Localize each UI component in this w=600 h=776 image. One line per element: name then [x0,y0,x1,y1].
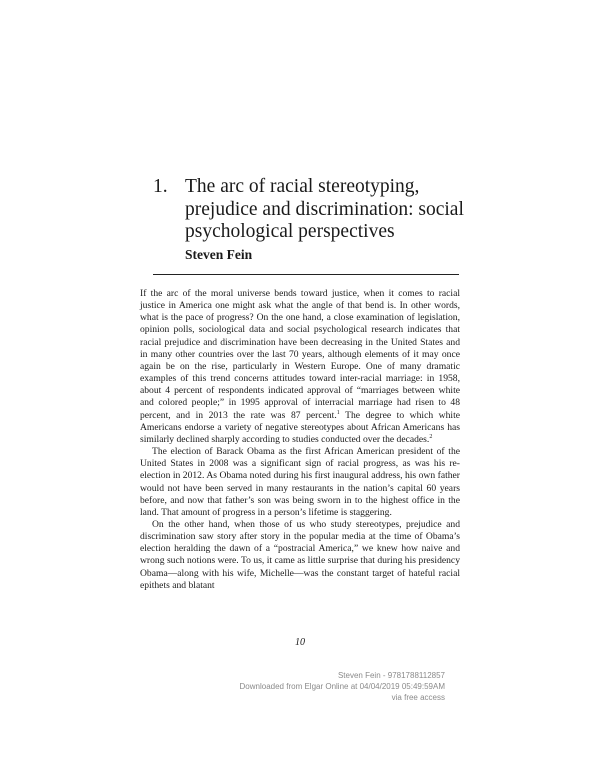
paragraph-1-text-continued: The degree to which white Americans endorse a variety of negative stereotypes about African Americans has similarly declined sharply according to studies conducted over the decades. [140,409,460,445]
paragraph-3: On the other hand, when those of us who study stereotypes, prejudice and discrimination saw story after story in the popular media at the time of Obama’s election heralding the dawn of a “postracial America,” we knew how naive and wrong such notions were. To us, it came as little surprise that during his presidency Obama—along with his wife, Michelle—was the constant target of hateful racial epithets and blatant [140,518,460,591]
author-name: Steven Fein [185,247,253,262]
footnote-ref-1: 1 [336,409,340,416]
footer-download-info: Downloaded from Elgar Online at 04/04/2019 05:49:59AM [239,682,445,691]
title-rule [153,274,459,275]
page-number: 10 [295,637,305,648]
paragraph-1-text: If the arc of the moral universe bends toward justice, when it comes to racial justice in America one might ask what the angle of that bend is. In other words, what is the pace of progress? On the one hand, a close examination of legislation, opinion polls, sociological data and social psychological research indicates that racial prejudice and discrimination have been decreasing in the United States and in many other countries over the last 70 years, although elements of it may once again be on the rise, particularly in Western Europe. One of many dramatic examples of this trend concerns attitudes toward inter-racial marriage: in 1958, about 4 percent of respondents indicated approval of “marriages between white and colored people;” in 1995 approval of interracial marriage had risen to 48 percent, and in 2013 the rate was 87 percent. [140,288,460,421]
footer-access: via free access [391,693,445,702]
chapter-title: The arc of racial stereotyping, prejudice and discrimination: social psychological perspectives [185,176,464,242]
footer-citation: Steven Fein - 9781788112857 [337,671,445,680]
footnote-ref-2: 2 [429,433,433,440]
body-text [140,288,460,592]
paragraph-1 [140,288,460,446]
chapter-number: 1. [153,176,168,197]
paragraph-2: The election of Barack Obama as the first African American president of the United States in 2008 was a significant sign of racial progress, as was his re-election in 2012. As Obama noted during his first inaugural address, his own father would not have been served in many restaurants in the nation’s capital 60 years before, and now that father’s son was being sworn in to the highest office in the land. That amount of progress in a person’s lifetime is staggering. [140,446,460,518]
